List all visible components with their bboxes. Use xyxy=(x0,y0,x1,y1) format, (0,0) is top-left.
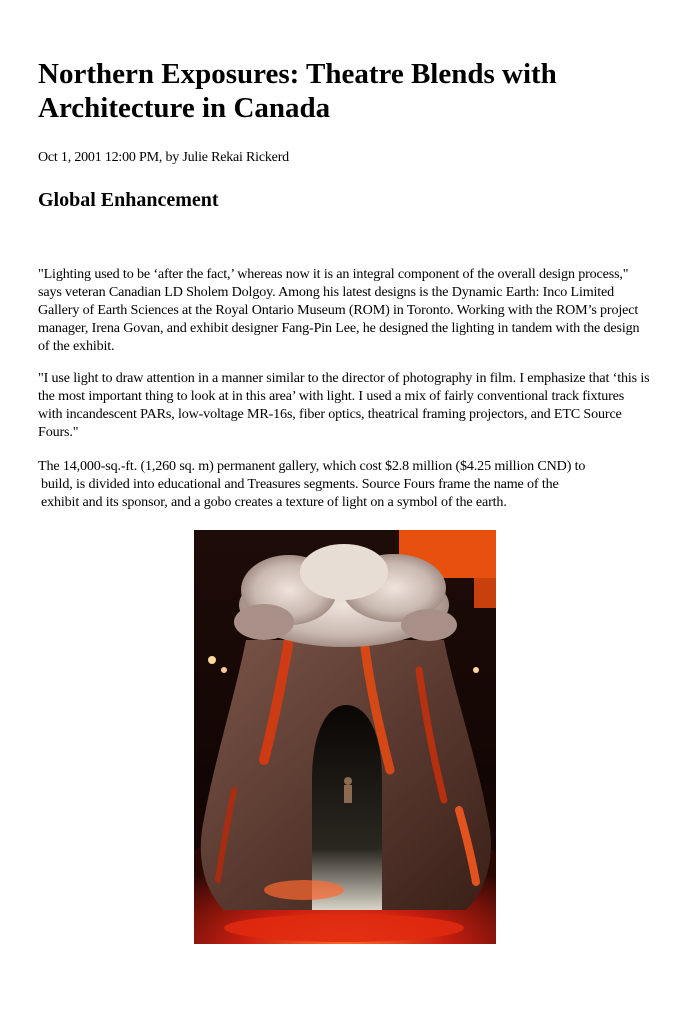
paragraph-line: exhibit and its sponsor, and a gobo creates a texture of light on a symbol of the earth. xyxy=(41,494,507,510)
article-byline: Oct 1, 2001 12:00 PM, by Julie Rekai Rickerd xyxy=(38,150,289,165)
paragraph-gallery-cost xyxy=(38,457,650,511)
paragraph-light-attention: "I use light to draw attention in a manner similar to the director of photography in film. I emphasize that ‘this is the most important thing to look at in this area’ with light. I used a mix of fairly conventional track fixtures with incandescent PARs, low-voltage MR-16s, fiber optics, theatrical framing projectors, and ETC Source Fours." xyxy=(38,370,650,440)
photo-volcano-exhibit xyxy=(194,530,496,944)
paragraph-lighting-after-fact: "Lighting used to be ‘after the fact,’ whereas now it is an integral component of the overall design process," says veteran Canadian LD Sholem Dolgoy. Among his latest designs is the Dynamic Earth: Inco Limited Gallery of Earth Sciences at the Royal Ontario Museum (ROM) in Toronto. Working with the ROM’s project manager, Irena Govan, and exhibit designer Fang-Pin Lee, he designed the lighting in tandem with the design of the exhibit. xyxy=(38,266,640,354)
photo-image xyxy=(194,530,496,944)
paragraph-line: build, is divided into educational and Treasures segments. Source Fours frame the name of the xyxy=(41,476,559,492)
section-heading: Global Enhancement xyxy=(38,189,219,211)
paragraph-line: The 14,000-sq.-ft. (1,260 sq. m) permanent gallery, which cost $2.8 million ($4.25 million CND) to xyxy=(38,458,586,474)
article-title: Northern Exposures: Theatre Blends with Architecture in Canada xyxy=(38,58,557,124)
